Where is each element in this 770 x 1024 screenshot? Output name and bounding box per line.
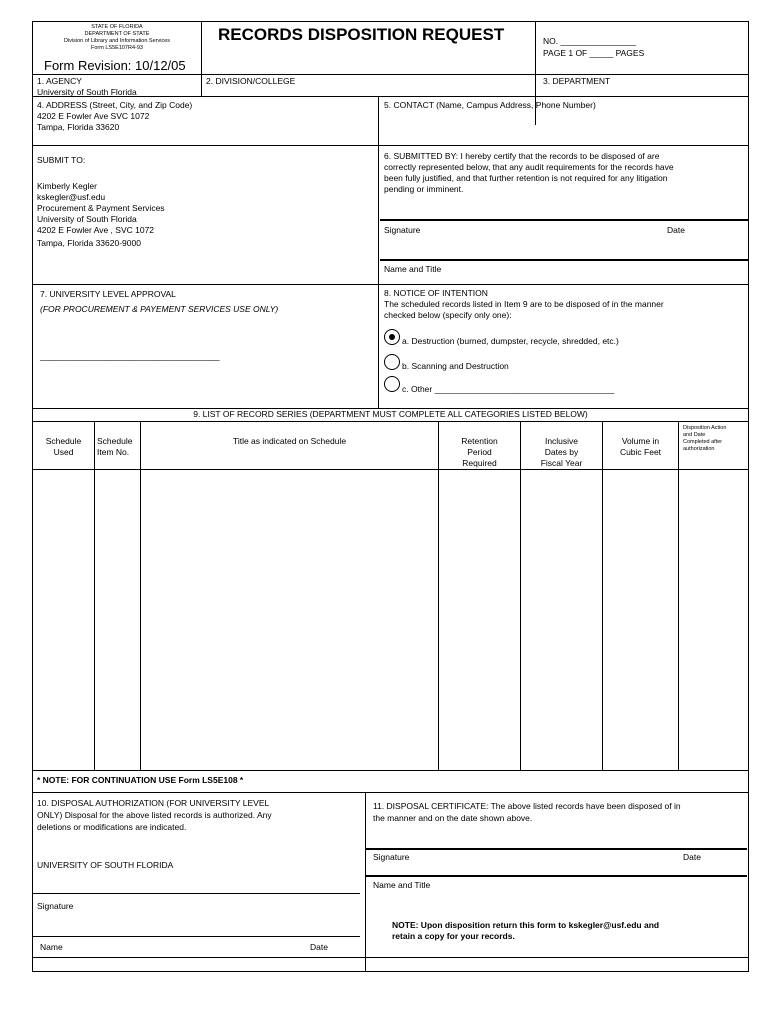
submit-to-line: Tampa, Florida 33620-9000 xyxy=(37,238,141,248)
divider xyxy=(378,96,379,125)
column-divider xyxy=(602,421,603,770)
other-radio[interactable] xyxy=(384,376,400,392)
scanning-radio[interactable] xyxy=(384,354,400,370)
option-destruction: a. Destruction (burned, dumpster, recycle, shredded, etc.) xyxy=(402,336,619,346)
disposal-certificate-text: 11. DISPOSAL CERTIFICATE: The above listed records have been disposed of in xyxy=(373,801,681,811)
disposal-authorization-text: ONLY) Disposal for the above listed records is authorized. Any xyxy=(37,810,272,820)
agency-value: University of South Florida xyxy=(37,87,137,97)
name-title-field[interactable]: Name and Title xyxy=(384,264,442,274)
col-disposition-action: Disposition Action and Date Completed after authorization xyxy=(683,425,727,452)
divider xyxy=(32,74,749,75)
col-schedule-used: Schedule Used xyxy=(45,436,82,457)
authorization-date-field[interactable]: Date xyxy=(310,942,328,952)
university-approval-sub: (FOR PROCUREMENT & PAYEMENT SERVICES USE ONLY) xyxy=(40,304,279,314)
column-divider xyxy=(94,421,95,770)
radio-selected-dot xyxy=(389,334,395,340)
col-inclusive-dates: Inclusive Dates by Fiscal Year xyxy=(540,436,583,468)
university-approval-label: 7. UNIVERSITY LEVEL APPROVAL xyxy=(40,289,176,299)
agency-header-line: Division of Library and Information Services xyxy=(63,38,171,44)
submitted-by-text: been fully justified, and that further retention is not required for any litigation xyxy=(384,173,668,183)
address-label: 4. ADDRESS (Street, City, and Zip Code) xyxy=(37,100,193,110)
form-revision: Form Revision: 10/12/05 xyxy=(44,58,186,73)
column-divider xyxy=(140,421,141,770)
column-divider xyxy=(438,421,439,770)
return-note: retain a copy for your records. xyxy=(392,931,515,941)
signature-line xyxy=(366,848,747,850)
divider xyxy=(32,957,749,958)
divider xyxy=(32,770,749,771)
submit-to-label: SUBMIT TO: xyxy=(37,155,86,165)
submit-to-line: Procurement & Payment Services xyxy=(37,203,165,213)
notice-text: checked below (specify only one): xyxy=(384,310,512,320)
signature-line xyxy=(380,219,748,221)
disposal-authorization-text: 10. DISPOSAL AUTHORIZATION (FOR UNIVERSITY LEVEL xyxy=(37,798,270,808)
authorization-signature-field[interactable]: Signature xyxy=(37,901,74,911)
contact-label: 5. CONTACT (Name, Campus Address, Phone Number) xyxy=(384,100,596,110)
disposal-certificate-text: the manner and on the date shown above. xyxy=(373,813,533,823)
form-title: RECORDS DISPOSITION REQUEST xyxy=(218,25,505,44)
divider xyxy=(32,96,749,97)
signature-line xyxy=(33,893,360,894)
signature-line xyxy=(380,259,748,261)
date-field[interactable]: Date xyxy=(667,225,685,235)
university-name: UNIVERSITY OF SOUTH FLORIDA xyxy=(37,860,174,870)
column-divider xyxy=(678,421,679,770)
submitted-by-text: 6. SUBMITTED BY: I hereby certify that the records to be disposed of are xyxy=(384,151,660,161)
col-volume: Volume in Cubic Feet xyxy=(619,436,662,457)
submit-to-line: 4202 E Fowler Ave , SVC 1072 xyxy=(37,225,155,235)
authorization-name-field[interactable]: Name xyxy=(40,942,63,952)
notice-text: The scheduled records listed in Item 9 are to be disposed of in the manner xyxy=(384,299,664,309)
agency-label: 1. AGENCY xyxy=(37,76,82,86)
certificate-date-field[interactable]: Date xyxy=(683,852,701,862)
certificate-signature-field[interactable]: Signature xyxy=(373,852,410,862)
col-item-no: Schedule Item No. xyxy=(97,436,133,457)
division-label: 2. DIVISION/COLLEGE xyxy=(206,76,296,86)
divider xyxy=(32,284,749,285)
option-scanning: b. Scanning and Destruction xyxy=(402,361,509,371)
page-count: PAGE 1 OF _____ PAGES xyxy=(543,48,645,58)
continuation-note: * NOTE: FOR CONTINUATION USE Form LS5E108 * xyxy=(37,775,244,785)
submitted-by-text: pending or imminent. xyxy=(384,184,464,194)
divider xyxy=(32,145,749,146)
divider xyxy=(365,792,366,972)
agency-header-line: STATE OF FLORIDA xyxy=(91,24,143,30)
destruction-radio[interactable] xyxy=(384,329,400,345)
agency-header-line: DEPARTMENT OF STATE xyxy=(84,31,150,37)
agency-header-line: Form LS5E107R4-93 xyxy=(91,45,143,51)
address-line: Tampa, Florida 33620 xyxy=(37,122,120,132)
submitted-by-text: correctly represented below, that any audit requirements for the records have xyxy=(384,162,674,172)
record-series-title: 9. LIST OF RECORD SERIES (DEPARTMENT MUST COMPLETE ALL CATEGORIES LISTED BELOW) xyxy=(193,409,588,419)
divider xyxy=(32,469,749,470)
column-divider xyxy=(520,421,521,770)
signature-line xyxy=(366,875,747,877)
department-label: 3. DEPARTMENT xyxy=(543,76,611,86)
submit-to-line: Kimberly Kegler xyxy=(37,181,97,191)
address-line: 4202 E Fowler Ave SVC 1072 xyxy=(37,111,150,121)
submit-to-email[interactable]: kskegler@usf.edu xyxy=(37,192,106,202)
col-retention: Retention Period Required xyxy=(461,436,498,468)
notice-label: 8. NOTICE OF INTENTION xyxy=(384,288,488,298)
certificate-name-title-field[interactable]: Name and Title xyxy=(373,880,431,890)
col-title: Title as indicated on Schedule xyxy=(232,436,347,446)
divider xyxy=(32,792,749,793)
disposal-authorization-text: deletions or modifications are indicated. xyxy=(37,822,187,832)
submit-to-line: University of South Florida xyxy=(37,214,137,224)
divider xyxy=(378,125,379,408)
approval-signature-line[interactable]: ______________________________________ xyxy=(40,351,220,361)
signature-line xyxy=(33,936,360,937)
option-other: c. Other ______________________________________ xyxy=(402,384,615,394)
divider xyxy=(201,21,202,96)
return-note: NOTE: Upon disposition return this form to kskegler@usf.edu and xyxy=(392,920,660,930)
form-number: NO. ________________ xyxy=(543,36,637,46)
signature-field[interactable]: Signature xyxy=(384,225,421,235)
